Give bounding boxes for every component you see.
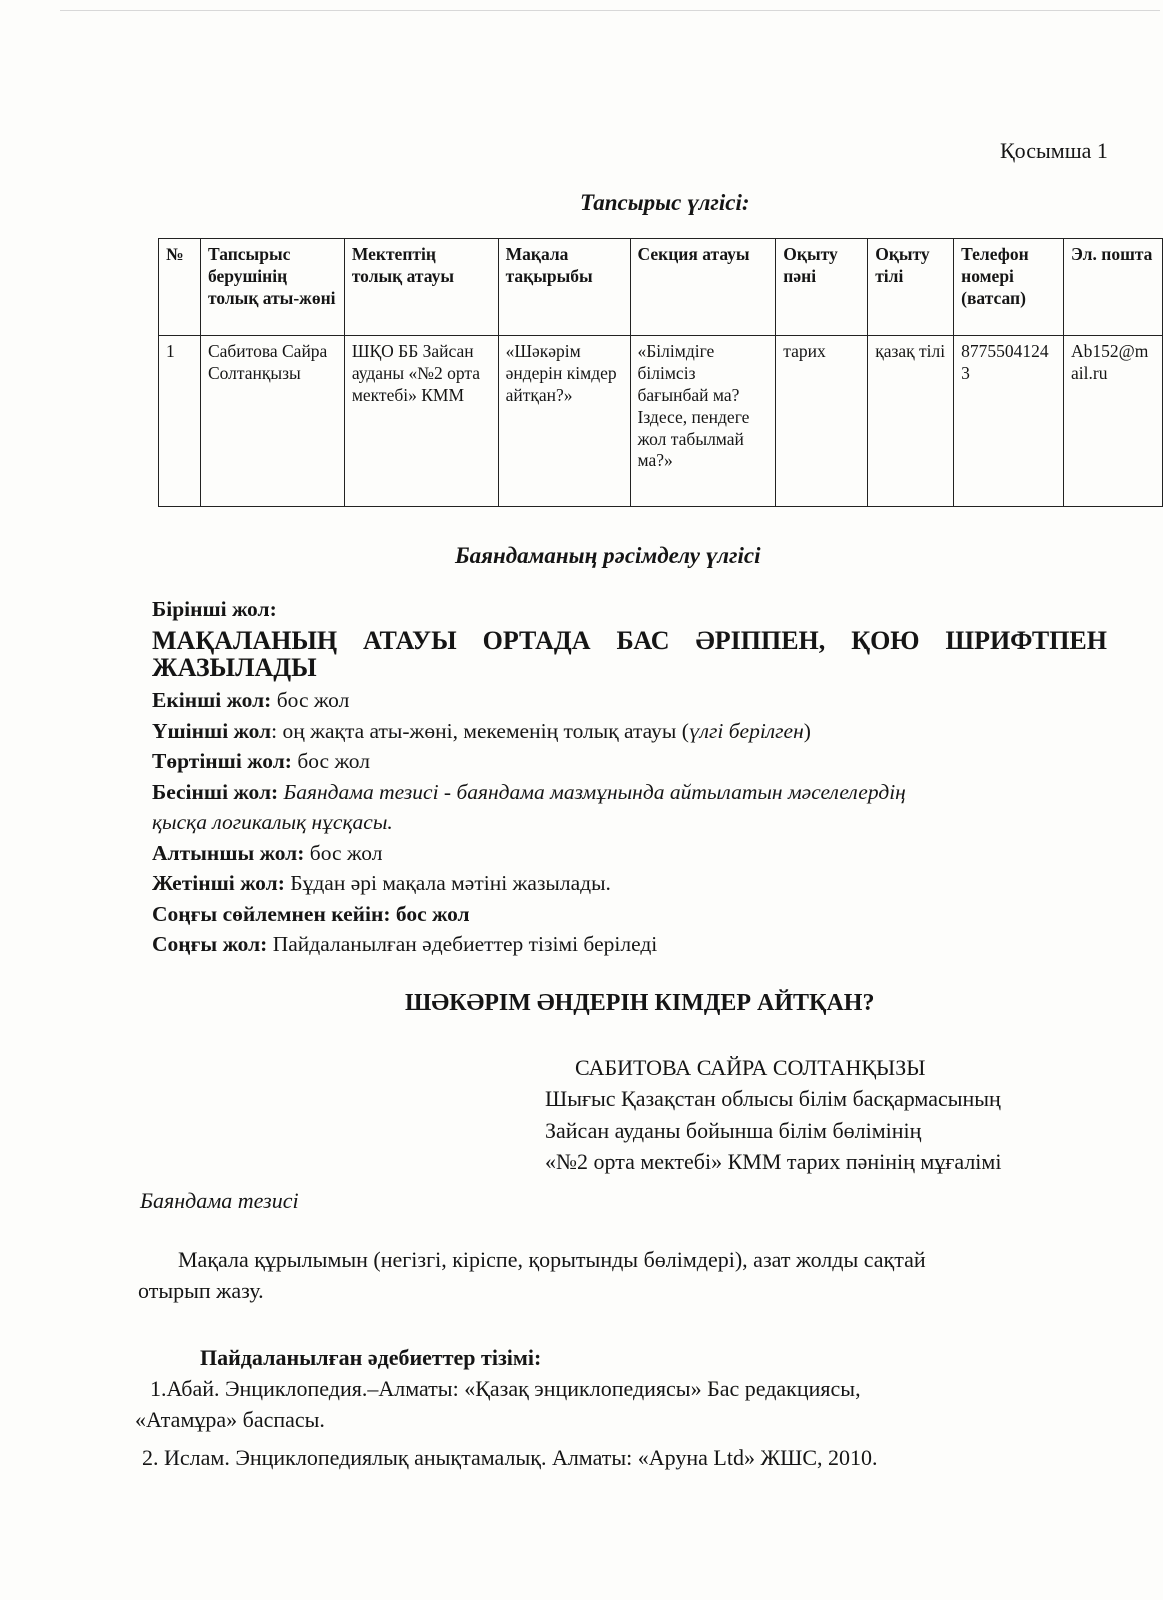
rule-line6-text: бос жол (304, 840, 383, 865)
author-affiliation-3: «№2 орта мектебі» КММ тарих пәнінің мұғалімі (545, 1149, 1002, 1175)
author-name: САБИТОВА САЙРА СОЛТАНҚЫЗЫ (575, 1055, 926, 1080)
cell-language: қазақ тілі (868, 336, 954, 507)
rule-line5-label: Бесінші жол: (152, 779, 279, 804)
rule-line3-text: : оң жақта аты-жөні, мекеменің толық атауы ( (271, 718, 689, 743)
thesis-label: Баяндама тезисі (140, 1188, 299, 1213)
references-heading: Пайдаланылған әдебиеттер тізімі: (200, 1345, 542, 1370)
rule-line3-italic: үлгі берілген (688, 718, 804, 743)
rule-line1-example (152, 627, 1112, 682)
format-rules (152, 594, 1112, 960)
cell-number: 1 (159, 336, 201, 507)
annex-label: Қосымша 1 (1000, 138, 1108, 163)
col-section-name: Секция атауы (630, 239, 776, 336)
col-email: Эл. пошта (1064, 239, 1163, 336)
rule-line9-text: Пайдаланылған әдебиеттер тізімі беріледі (267, 932, 658, 957)
rule-line5-italic-a: Баяндама тезисі - баяндама мазмұнында айтылатын мәселелердің (278, 779, 906, 804)
rule-line1-example-a: МАҚАЛАНЫҢ АТАУЫ ОРТАДА БАС ӘРІППЕН, ҚОЮ ШРИФТПЕН (152, 625, 1107, 655)
body-line-2: отырып жазу. (138, 1277, 264, 1303)
author-block (545, 1052, 1001, 1178)
cell-subject: тарих (776, 336, 868, 507)
rule-line4-text: бос жол (291, 749, 370, 774)
col-client-name: Тапсырыс берушінің толық аты-жөні (200, 239, 344, 336)
rule-line2-text: бос жол (271, 688, 350, 713)
cell-section-name: «Білімдіге білімсіз бағынбай ма? Іздесе, пендеге жол табылмай ма?» (630, 336, 776, 507)
col-subject: Оқыту пәні (776, 239, 868, 336)
rule-line1-label: Бірінші жол: (152, 597, 277, 621)
report-format-title: Баяндаманың рәсімделу үлгісі (455, 543, 761, 568)
reference-item-1a: 1.Абай. Энциклопедия.–Алматы: «Қазақ энциклопедиясы» Бас редакциясы, (150, 1375, 861, 1401)
cell-school-name: ШҚО ББ Зайсан ауданы «№2 орта мектебі» КММ (344, 336, 498, 507)
order-sample-title: Тапсырыс үлгісі: (580, 190, 750, 215)
rule-line7-label: Жетінші жол: (152, 871, 285, 896)
col-article-topic: Мақала тақырыбы (498, 239, 630, 336)
cell-email: Ab152@mail.ru (1064, 336, 1163, 507)
col-school-name: Мектептің толық атауы (344, 239, 498, 336)
order-table-header-row (159, 239, 1163, 336)
rule-line7-text: Бұдан әрі мақала мәтіні жазылады. (284, 871, 611, 896)
rule-line3-label: Үшінші жол (152, 718, 272, 743)
table-row (159, 336, 1163, 507)
cell-client-name: Сабитова Сайра Солтанқызы (200, 336, 344, 507)
rule-line4-label: Төртінші жол: (152, 749, 292, 774)
cell-article-topic: «Шәкәрім әндерін кімдер айтқан?» (498, 336, 630, 507)
references (135, 1343, 1095, 1474)
author-affiliation-1: Шығыс Қазақстан облысы білім басқармасының (545, 1086, 1001, 1112)
col-phone: Телефон номері (ватсап) (954, 239, 1064, 336)
rule-line5-italic-b: қысқа логикалық нұсқасы. (152, 810, 393, 835)
rule-line6-label: Алтыншы жол: (152, 840, 305, 865)
col-language: Оқыту тілі (868, 239, 954, 336)
article-title: ШӘКӘРІМ ӘНДЕРІН КІМДЕР АЙТҚАН? (405, 990, 875, 1016)
rule-line8-label: Соңғы сөйлемнен кейін: бос жол (152, 901, 470, 926)
rule-line9-label: Соңғы жол: (152, 932, 268, 957)
body-text (138, 1245, 1098, 1307)
rule-line2-label: Екінші жол: (152, 688, 272, 713)
reference-item-2: 2. Ислам. Энциклопедиялық анықтамалық. Алматы: «Аруна Ltd» ЖШС, 2010. (142, 1445, 878, 1471)
body-line-1: Мақала құрылымын (негізгі, кіріспе, қорытынды бөлімдері), азат жолды сақтай (178, 1247, 926, 1272)
scan-edge-line (60, 10, 1160, 11)
reference-item-1b: «Атамұра» баспасы. (135, 1406, 325, 1432)
rule-line1-example-b: ЖАЗЫЛАДЫ (152, 652, 317, 682)
cell-phone: 87755041243 (954, 336, 1064, 507)
rule-line3-end: ) (803, 718, 811, 743)
col-number: № (159, 239, 201, 336)
order-table (158, 238, 1163, 507)
author-affiliation-2: Зайсан ауданы бойынша білім бөлімінің (545, 1117, 922, 1143)
